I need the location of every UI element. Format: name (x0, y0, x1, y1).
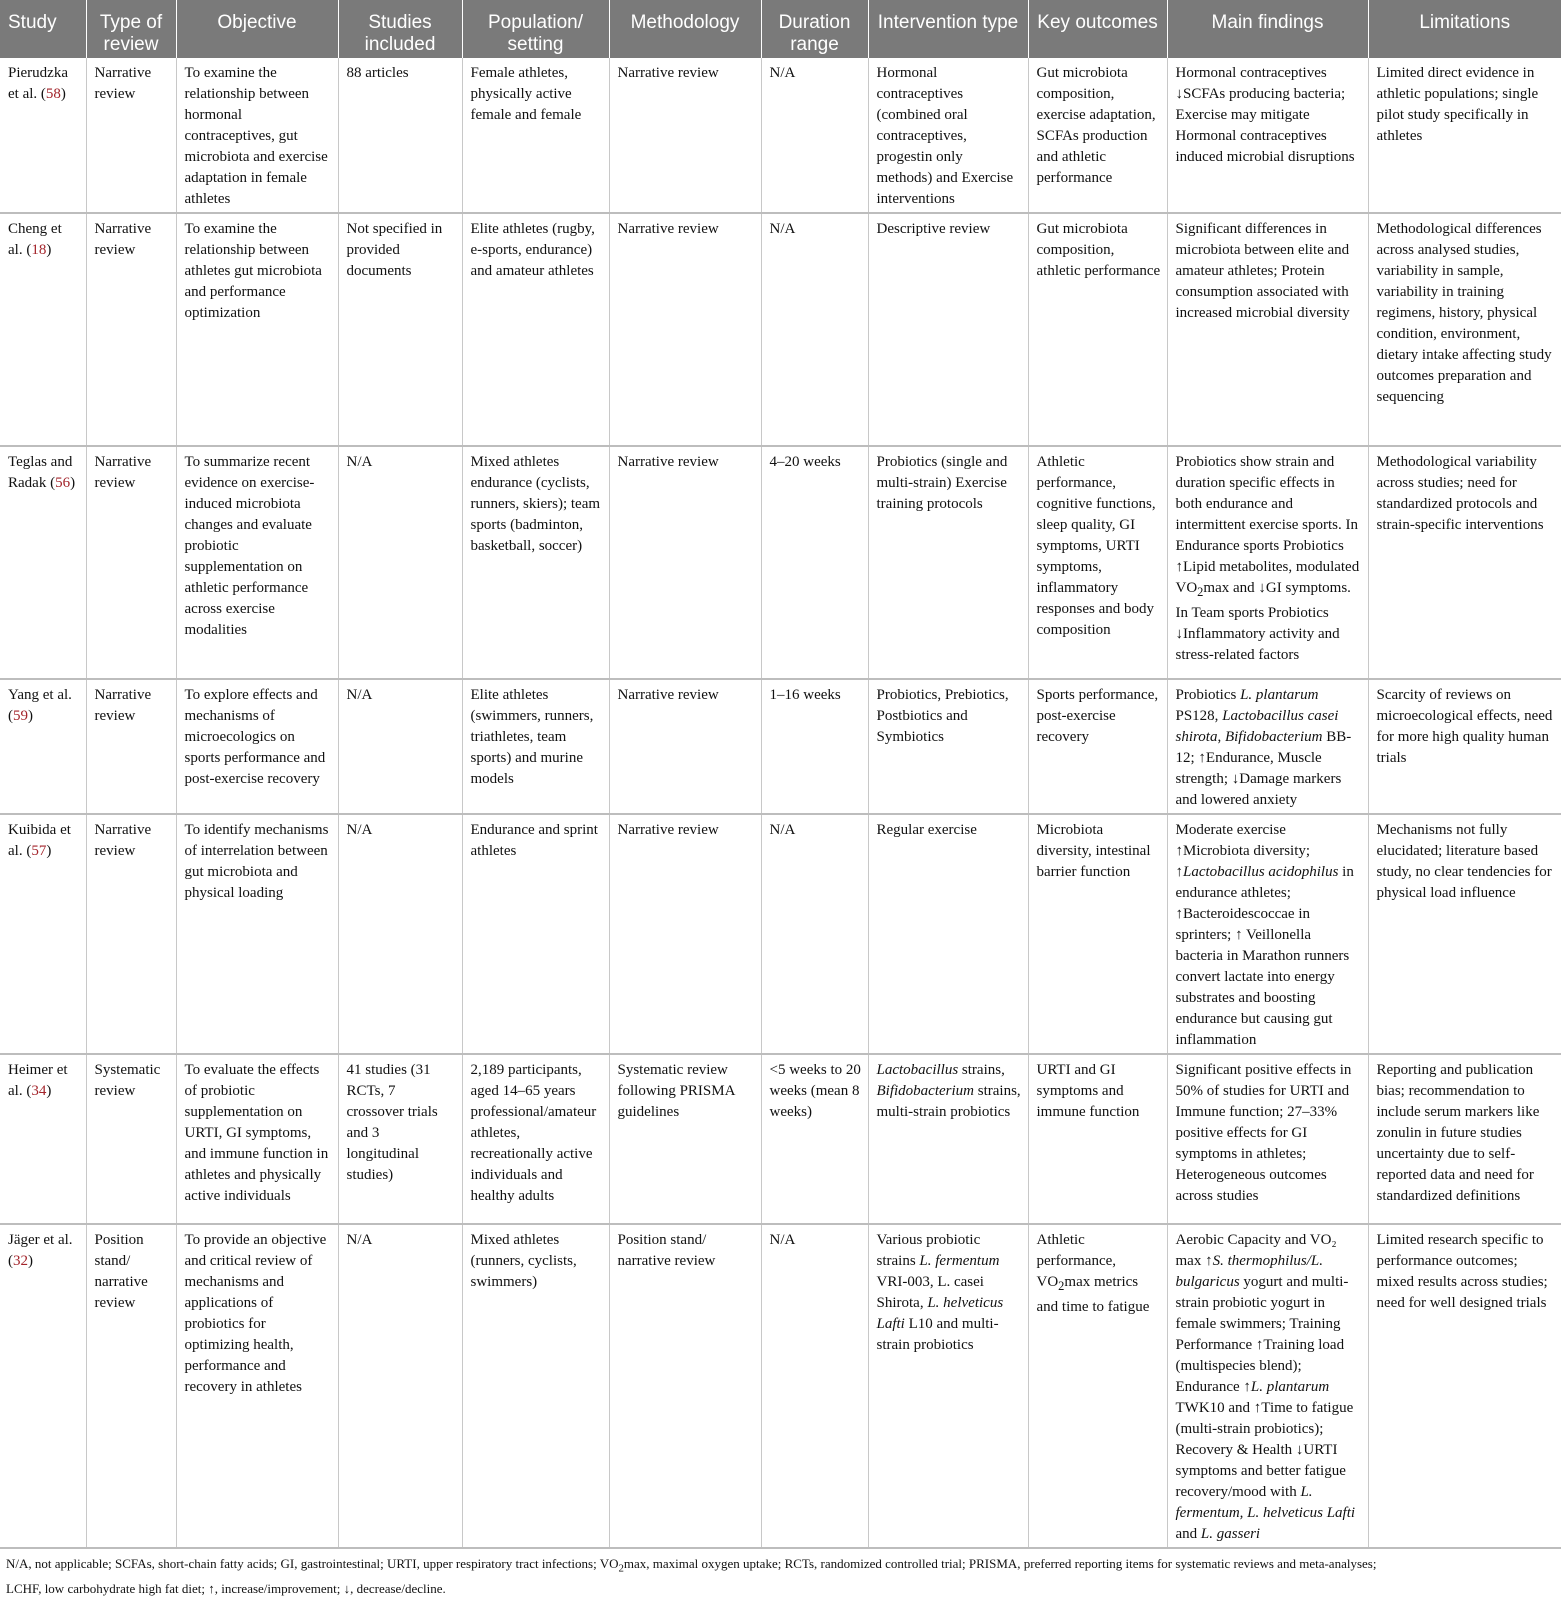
cell-limitations: Scarcity of reviews on microecological effects, need for more high quality human trials (1368, 679, 1561, 814)
study-name: Kuibida et al. (8, 822, 71, 859)
findings-text: max and ↓GI symptoms. In Team sports Probiotics ↓Inflammatory activity and stress-related factors (1175, 580, 1351, 663)
cell-population: Mixed athletes endurance (cyclists, runners, skiers); team sports (badminton, basketball, soccer) (462, 446, 609, 679)
cell-findings: Hormonal contraceptives ↓SCFAs producing bacteria; Exercise may mitigate Hormonal contraceptives induced microbial disruptions (1167, 58, 1368, 213)
reference-link[interactable]: 34 (31, 1083, 47, 1099)
cell-methodology: Position stand/ narrative review (609, 1224, 761, 1548)
cell-type: Narrative review (86, 446, 176, 679)
cell-findings: Significant differences in microbiota between elite and amateur athletes; Protein consumption associated with increased microbial diversity (1167, 213, 1368, 446)
reference-link[interactable]: 59 (13, 708, 28, 724)
cell-methodology: Systematic review following PRISMA guidelines (609, 1054, 761, 1224)
outcomes-text: max metrics and time to fatigue (1036, 1274, 1150, 1315)
study-name: Pierudzka et al. (8, 65, 68, 102)
cell-duration: <5 weeks to 20 weeks (mean 8 weeks) (761, 1054, 868, 1224)
footnote-text: max, maximal oxygen uptake; RCTs, randomized controlled trial; PRISMA, preferred reporting items for systematic reviews and meta-analyses; (623, 1556, 1377, 1571)
cell-methodology: Narrative review (609, 58, 761, 213)
cell-study: Teglas and Radak (56) (0, 446, 86, 679)
table-header (0, 0, 1561, 58)
header-key-outcomes: Key outcomes (1028, 0, 1167, 58)
header-limitations: Limitations (1368, 0, 1561, 58)
table-row (0, 213, 1561, 446)
cell-limitations: Mechanisms not fully elucidated; literature based study, no clear tendencies for physical load influence (1368, 814, 1561, 1054)
cell-intervention (868, 1054, 1028, 1224)
cell-duration: N/A (761, 1224, 868, 1548)
cell-population: 2,189 participants, aged 14–65 years professional/amateur athletes, recreationally active individuals and healthy adults (462, 1054, 609, 1224)
cell-population: Elite athletes (rugby, e-sports, endurance) and amateur athletes (462, 213, 609, 446)
cell-intervention: Probiotics (single and multi-strain) Exercise training protocols (868, 446, 1028, 679)
cell-objective: To identify mechanisms of interrelation between gut microbiota and physical loading (176, 814, 338, 1054)
species-name: Bifidobacterium (1224, 729, 1323, 745)
cell-objective: To examine the relationship between athletes gut microbiota and performance optimization (176, 213, 338, 446)
cell-type: Narrative review (86, 679, 176, 814)
cell-findings (1167, 679, 1368, 814)
findings-text: PS128, (1175, 708, 1223, 724)
findings-text: Moderate exercise ↑Microbiota diversity; ↑ (1175, 822, 1311, 880)
subscript: 2 (618, 1562, 624, 1575)
reference-link[interactable]: 58 (45, 86, 61, 102)
header-study: Study (0, 0, 86, 58)
species-name: Bifidobacterium (876, 1083, 974, 1099)
header-duration-range: Duration range (761, 0, 868, 58)
footnote-line-2: LCHF, low carbohydrate high fat diet; ↑, increase/improvement; ↓, decrease/decline. (6, 1580, 446, 1596)
header-intervention-type: Intervention type (868, 0, 1028, 58)
findings-text: Probiotics (1175, 687, 1241, 703)
cell-studies: N/A (338, 814, 462, 1054)
species-name: Lactobacillus casei shirota (1175, 708, 1339, 745)
findings-text: yogurt and multi-strain probiotic yogurt in female swimmers; Training Performance ↑Training load (multispecies blend); Endurance ↑ (1175, 1274, 1349, 1395)
findings-text: in endurance athletes; ↑Bacteroidescoccae in sprinters; ↑ Veillonella bacteria in Marathon runners convert lactate into energy substrates and boosting endurance but causing gut inflammation (1175, 864, 1354, 1048)
study-name: Cheng et al. (8, 221, 62, 258)
header-row (0, 0, 1561, 58)
cell-objective: To examine the relationship between hormonal contraceptives, gut microbiota and exercise adaptation in female athletes (176, 58, 338, 213)
cell-methodology: Narrative review (609, 814, 761, 1054)
species-name: L. gasseri (1200, 1526, 1261, 1542)
header-main-findings: Main findings (1167, 0, 1368, 58)
cell-studies: Not specified in provided documents (338, 213, 462, 446)
cell-duration: N/A (761, 814, 868, 1054)
cell-duration: 4–20 weeks (761, 446, 868, 679)
cell-studies: N/A (338, 446, 462, 679)
species-name: L. fermentum (919, 1253, 1000, 1269)
findings-text: TWK10 and ↑Time to fatigue (multi-strain probiotics); Recovery & Health ↓URTI symptoms and better fatigue recovery/mood with (1175, 1400, 1354, 1500)
intervention-text: VRI-003, L. casei Shirota, (876, 1274, 984, 1311)
cell-limitations: Limited research specific to performance outcomes; mixed results across studies; need for well designed trials (1368, 1224, 1561, 1548)
cell-study: Jäger et al. (32) (0, 1224, 86, 1548)
cell-objective: To evaluate the effects of probiotic supplementation on URTI, GI symptoms, and immune function in athletes and physically active individuals (176, 1054, 338, 1224)
cell-duration: N/A (761, 58, 868, 213)
species-name: L. plantarum (1240, 687, 1319, 703)
cell-type: Narrative review (86, 814, 176, 1054)
header-population-setting: Population/ setting (462, 0, 609, 58)
findings-text: , (1217, 729, 1225, 745)
cell-intervention (868, 1224, 1028, 1548)
cell-limitations: Methodological variability across studies; need for standardized protocols and strain-specific interventions (1368, 446, 1561, 679)
cell-population: Endurance and sprint athletes (462, 814, 609, 1054)
cell-type: Narrative review (86, 213, 176, 446)
cell-study: Heimer et al. (34) (0, 1054, 86, 1224)
subscript: 2 (1197, 585, 1204, 599)
species-name: L. plantarum (1250, 1379, 1330, 1395)
cell-study: Yang et al. (59) (0, 679, 86, 814)
reference-link[interactable]: 56 (55, 475, 71, 491)
cell-methodology: Narrative review (609, 446, 761, 679)
subscript: 2 (1058, 1279, 1065, 1293)
cell-intervention: Regular exercise (868, 814, 1028, 1054)
reference-link[interactable]: 18 (31, 242, 47, 258)
cell-study: Pierudzka et al. (58) (0, 58, 86, 213)
table-row (0, 58, 1561, 213)
study-name: Teglas and Radak (8, 454, 73, 491)
table-row (0, 679, 1561, 814)
cell-outcomes: Athletic performance, cognitive functions, sleep quality, GI symptoms, URTI symptoms, inflammatory responses and body composition (1028, 446, 1167, 679)
cell-limitations: Limited direct evidence in athletic populations; single pilot study specifically in athletes (1368, 58, 1561, 213)
cell-type: Position stand/ narrative review (86, 1224, 176, 1548)
outcomes-text: Athletic performance, VO (1036, 1232, 1117, 1290)
species-name: Lactobacillus (876, 1062, 959, 1078)
cell-objective: To explore effects and mechanisms of microecologics on sports performance and post-exercise recovery (176, 679, 338, 814)
species-name: L. helveticus Lafti (876, 1295, 1004, 1332)
study-name: Heimer et al. (8, 1062, 68, 1099)
findings-text: BB-12; ↑Endurance, Muscle strength; ↓Damage markers and lowered anxiety (1175, 729, 1352, 808)
findings-text: Aerobic Capacity and VO₂ max ↑ (1175, 1232, 1337, 1269)
species-name: S. thermophilus/L. bulgaricus (1175, 1253, 1324, 1290)
cell-duration: N/A (761, 213, 868, 446)
findings-text: and (1175, 1526, 1201, 1542)
cell-intervention: Descriptive review (868, 213, 1028, 446)
footnote-line-1 (6, 1554, 1555, 1579)
cell-studies: N/A (338, 679, 462, 814)
cell-duration: 1–16 weeks (761, 679, 868, 814)
cell-methodology: Narrative review (609, 213, 761, 446)
cell-studies: 88 articles (338, 58, 462, 213)
species-name: Lactobacillus acidophilus (1183, 864, 1339, 880)
reference-link[interactable]: 32 (13, 1253, 28, 1269)
cell-studies: N/A (338, 1224, 462, 1548)
study-name: Jäger et al. (8, 1232, 73, 1248)
cell-methodology: Narrative review (609, 679, 761, 814)
species-name: L. fermentum, L. helveticus Lafti (1175, 1484, 1356, 1521)
footnote-text: N/A, not applicable; SCFAs, short-chain fatty acids; GI, gastrointestinal; URTI, upper respiratory tract infections; VO (6, 1556, 619, 1571)
intervention-text: Various probiotic strains (876, 1232, 981, 1269)
intervention-text: strains, multi-strain probiotics (876, 1083, 1021, 1120)
cell-type: Systematic review (86, 1054, 176, 1224)
cell-outcomes: URTI and GI symptoms and immune function (1028, 1054, 1167, 1224)
findings-text: Probiotics show strain and duration specific effects in both endurance and intermittent exercise sports. In Endurance sports Probiotics ↑Lipid metabolites, modulated VO (1175, 454, 1360, 596)
cell-population: Female athletes, physically active female and female (462, 58, 609, 213)
table-row (0, 814, 1561, 1054)
cell-studies: 41 studies (31 RCTs, 7 crossover trials and 3 longitudinal studies) (338, 1054, 462, 1224)
cell-findings (1167, 1224, 1368, 1548)
cell-type: Narrative review (86, 58, 176, 213)
cell-study: Cheng et al. (18) (0, 213, 86, 446)
cell-outcomes (1028, 1224, 1167, 1548)
table-row (0, 1224, 1561, 1548)
cell-study: Kuibida et al. (57) (0, 814, 86, 1054)
table-row (0, 1054, 1561, 1224)
cell-outcomes: Gut microbiota composition, exercise adaptation, SCFAs production and athletic performance (1028, 58, 1167, 213)
cell-objective: To summarize recent evidence on exercise-induced microbiota changes and evaluate probiotic supplementation on athletic performance across exercise modalities (176, 446, 338, 679)
table-body (0, 58, 1561, 1548)
reference-link[interactable]: 57 (31, 843, 47, 859)
cell-intervention: Hormonal contraceptives (combined oral contraceptives, progestin only methods) and Exercise interventions (868, 58, 1028, 213)
cell-intervention: Probiotics, Prebiotics, Postbiotics and Symbiotics (868, 679, 1028, 814)
cell-limitations: Reporting and publication bias; recommendation to include serum markers like zonulin in future studies uncertainty due to self-reported data and need for standardized definitions (1368, 1054, 1561, 1224)
study-name: Yang et al. (8, 687, 72, 703)
table-footnote (0, 1549, 1561, 1599)
cell-population: Mixed athletes (runners, cyclists, swimmers) (462, 1224, 609, 1548)
intervention-text: strains, (958, 1062, 1005, 1078)
header-type-of-review: Type of review (86, 0, 176, 58)
cell-outcomes: Gut microbiota composition, athletic performance (1028, 213, 1167, 446)
cell-population: Elite athletes (swimmers, runners, triathletes, team sports) and murine models (462, 679, 609, 814)
cell-limitations: Methodological differences across analysed studies, variability in sample, variability in training regimens, history, physical condition, environment, dietary intake affecting study outcomes preparation and sequencing (1368, 213, 1561, 446)
cell-outcomes: Sports performance, post-exercise recovery (1028, 679, 1167, 814)
cell-findings (1167, 446, 1368, 679)
cell-objective: To provide an objective and critical review of mechanisms and applications of probiotics for optimizing health, performance and recovery in athletes (176, 1224, 338, 1548)
header-studies-included: Studies included (338, 0, 462, 58)
header-objective: Objective (176, 0, 338, 58)
header-methodology: Methodology (609, 0, 761, 58)
cell-findings: Significant positive effects in 50% of studies for URTI and Immune function; 27–33% positive effects for GI symptoms in athletes; Heterogeneous outcomes across studies (1167, 1054, 1368, 1224)
intervention-text: L10 and multi-strain probiotics (876, 1316, 999, 1353)
table-row (0, 446, 1561, 679)
cell-findings (1167, 814, 1368, 1054)
cell-outcomes: Microbiota diversity, intestinal barrier function (1028, 814, 1167, 1054)
